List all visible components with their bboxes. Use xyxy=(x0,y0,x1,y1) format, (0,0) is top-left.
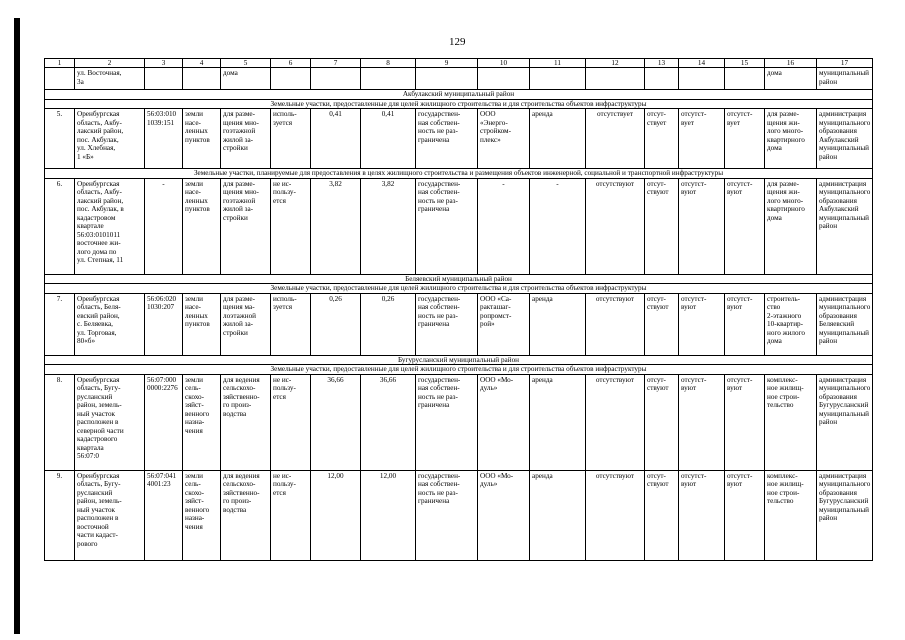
authority-cell: администрация муниципального образования Бугурусланский муниципальный район xyxy=(817,470,873,560)
table-row xyxy=(45,374,873,470)
subsection-heading: Земельные участки, планируемые для предоставления в целях жилищного строительства и размещения объектов инженерной, социальной и транспортной инфраструктуры xyxy=(45,169,873,178)
table-row xyxy=(45,470,873,560)
restriction-cell: отсутст- вует xyxy=(725,109,765,169)
ownership-cell: государствен- ная собствен- ность не раз- граничена xyxy=(416,470,478,560)
planned-use-cell: строитель- ство 2-этажного 10-квартир- ного жилого дома xyxy=(765,293,817,355)
authority-cell: муниципальный район xyxy=(817,68,873,90)
ownership-cell: государствен- ная собствен- ность не раз- граничена xyxy=(416,109,478,169)
encumbrance-cell: отсутствуют xyxy=(586,374,645,470)
page-edge-bar xyxy=(14,18,20,634)
col-num-13: 13 xyxy=(645,59,679,68)
restriction-cell: отсут- ствуют xyxy=(645,178,679,274)
area-cell: 3,82 xyxy=(361,178,416,274)
col-num-12: 12 xyxy=(586,59,645,68)
planned-use-cell: дома xyxy=(765,68,817,90)
restriction-cell: отсут- ствуют xyxy=(645,374,679,470)
restriction-cell: отсутст- вуют xyxy=(725,293,765,355)
col-num-11: 11 xyxy=(530,59,586,68)
address-cell: Оренбургская область, Бугу- русланский район, земель- ный участок расположен в восточной части кадаст- рового xyxy=(75,470,145,560)
purpose-cell: для разме- щения мно- гоэтажной жилой за- стройки xyxy=(221,178,271,274)
purpose-cell: для ведения сельскохо- зяйственно- го произ- водства xyxy=(221,470,271,560)
right-type-cell: аренда xyxy=(530,470,586,560)
col-num-17: 17 xyxy=(817,59,873,68)
table-row xyxy=(45,109,873,169)
land-category-cell: земли сель- скохо- зяйст- венного назна- чения xyxy=(183,470,221,560)
purpose-cell: для ведения сельскохо- зяйственно- го произ- водства xyxy=(221,374,271,470)
col-num-6: 6 xyxy=(271,59,311,68)
cadastral-number-cell: 56:06:020 1030:207 xyxy=(145,293,183,355)
restriction-cell: отсутст- вуют xyxy=(725,470,765,560)
area-cell: 0,41 xyxy=(361,109,416,169)
restriction-cell: отсутст- вуют xyxy=(679,293,725,355)
right-type-cell: аренда xyxy=(530,293,586,355)
ownership-cell: государствен- ная собствен- ность не раз- граничена xyxy=(416,374,478,470)
table-row xyxy=(45,293,873,355)
cadastral-number-cell: - xyxy=(145,178,183,274)
ownership-cell: государствен- ная собствен- ность не раз- граничена xyxy=(416,178,478,274)
area-cell: 12,00 xyxy=(361,470,416,560)
usage-cell: не ис- пользу- ется xyxy=(271,178,311,274)
address-cell: Оренбургская область, Бугу- русланский район, земель- ный участок расположен в северной части кадастрового квартала 56:07:0 xyxy=(75,374,145,470)
col-num-2: 2 xyxy=(75,59,145,68)
area-cell: 36,66 xyxy=(311,374,361,470)
area-cell: 36,66 xyxy=(361,374,416,470)
col-num-9: 9 xyxy=(416,59,478,68)
holder-cell: ООО «Мо- дуль» xyxy=(478,374,530,470)
purpose-cell: дома xyxy=(221,68,271,90)
section-heading-akbulak xyxy=(45,90,873,99)
planned-use-cell: для разме- щения жи- лого много- квартирного дома xyxy=(765,178,817,274)
ownership-cell: государствен- ная собствен- ность не раз- граничена xyxy=(416,293,478,355)
col-num-14: 14 xyxy=(679,59,725,68)
col-num-3: 3 xyxy=(145,59,183,68)
subsection-heading-planned xyxy=(45,169,873,178)
subsection-heading-provided xyxy=(45,284,873,293)
encumbrance-cell: отсутствуют xyxy=(586,178,645,274)
section-heading-buguruslan xyxy=(45,355,873,364)
land-category-cell: земли насе- ленных пунктов xyxy=(183,178,221,274)
area-cell: 0,41 xyxy=(311,109,361,169)
usage-cell: исполь- зуется xyxy=(271,293,311,355)
area-cell: 12,00 xyxy=(311,470,361,560)
holder-cell: ООО «Мо- дуль» xyxy=(478,470,530,560)
section-heading-belyaev xyxy=(45,274,873,283)
restriction-cell: отсут- ствует xyxy=(645,109,679,169)
restriction-cell: отсутст- вуют xyxy=(679,374,725,470)
subsection-heading-provided xyxy=(45,365,873,374)
subsection-heading-provided xyxy=(45,99,873,108)
subsection-heading: Земельные участки, предоставленные для целей жилищного строительства и для строительства объектов инфраструктуры xyxy=(45,365,873,374)
land-category-cell: земли насе- ленных пунктов xyxy=(183,293,221,355)
encumbrance-cell: отсутствуют xyxy=(586,293,645,355)
restriction-cell: отсут- ствуют xyxy=(645,293,679,355)
area-cell: 3,82 xyxy=(311,178,361,274)
table-row xyxy=(45,178,873,274)
subsection-heading: Земельные участки, предоставленные для целей жилищного строительства и для строительства объектов инфраструктуры xyxy=(45,284,873,293)
restriction-cell: отсутст- вуют xyxy=(679,470,725,560)
col-num-4: 4 xyxy=(183,59,221,68)
purpose-cell: для разме- щения ма- лоэтажной жилой за- стройки xyxy=(221,293,271,355)
usage-cell: не ис- пользу- ется xyxy=(271,470,311,560)
land-category-cell: земли насе- ленных пунктов xyxy=(183,109,221,169)
address-cell: ул. Восточная, 3а xyxy=(75,68,145,90)
row-number: 8. xyxy=(45,374,75,470)
col-num-8: 8 xyxy=(361,59,416,68)
restriction-cell: отсутст- вует xyxy=(679,109,725,169)
cadastral-number-cell: 56:07:000 0000:2276 xyxy=(145,374,183,470)
table-row-continued xyxy=(45,68,873,90)
restriction-cell: отсутст- вуют xyxy=(725,178,765,274)
purpose-cell: для разме- щения мно- гоэтажной жилой за- стройки xyxy=(221,109,271,169)
row-number: 9. xyxy=(45,470,75,560)
col-num-10: 10 xyxy=(478,59,530,68)
restriction-cell: отсутст- вуют xyxy=(725,374,765,470)
land-category-cell: земли сель- скохо- зяйст- венного назна- чения xyxy=(183,374,221,470)
right-type-cell: аренда xyxy=(530,109,586,169)
right-type-cell: аренда xyxy=(530,374,586,470)
cadastral-number-cell: 56:03:010 1039:151 xyxy=(145,109,183,169)
planned-use-cell: комплекс- ное жилищ- ное строи- тельство xyxy=(765,374,817,470)
row-number: 7. xyxy=(45,293,75,355)
section-heading: Акбулакский муниципальный район xyxy=(45,90,873,99)
planned-use-cell: для разме- щения жи- лого много- квартирного дома xyxy=(765,109,817,169)
address-cell: Оренбургская область, Акбу- лакский район, пос. Акбулак, в кадастровом квартале 56:03:0101011 восточнее жи- лого дома по ул. Степная, 11 xyxy=(75,178,145,274)
column-number-row xyxy=(45,59,873,68)
area-cell: 0,26 xyxy=(361,293,416,355)
authority-cell: администрация муниципального образования Бугурусланский муниципальный район xyxy=(817,374,873,470)
subsection-heading: Земельные участки, предоставленные для целей жилищного строительства и для строительства объектов инфраструктуры xyxy=(45,99,873,108)
col-num-5: 5 xyxy=(221,59,271,68)
address-cell: Оренбургская область, Акбу- лакский район, пос. Акбулак, ул. Хлебная, 1 «Б» xyxy=(75,109,145,169)
holder-cell: - xyxy=(478,178,530,274)
restriction-cell: отсутст- вуют xyxy=(679,178,725,274)
page-number: 129 xyxy=(449,36,466,48)
holder-cell: ООО «Энерго- стройком- плекс» xyxy=(478,109,530,169)
section-heading: Бугурусланский муниципальный район xyxy=(45,355,873,364)
section-heading: Беляевский муниципальный район xyxy=(45,274,873,283)
authority-cell: администрация муниципального образования Акбулакский муниципальный район xyxy=(817,178,873,274)
authority-cell: администрация муниципального образования Акбулакский муниципальный район xyxy=(817,109,873,169)
address-cell: Оренбургская область, Беля- евский район, с. Беляевка, ул. Торговая, 80«б» xyxy=(75,293,145,355)
planned-use-cell: комплекс- ное жилищ- ное строи- тельство xyxy=(765,470,817,560)
holder-cell: ООО «Са- ракташаг- ропромст- рой» xyxy=(478,293,530,355)
encumbrance-cell: отсутствует xyxy=(586,109,645,169)
col-num-15: 15 xyxy=(725,59,765,68)
col-num-1: 1 xyxy=(45,59,75,68)
land-plots-table xyxy=(44,58,873,561)
cadastral-number-cell: 56:07:041 4001:23 xyxy=(145,470,183,560)
row-number: 6. xyxy=(45,178,75,274)
restriction-cell: отсут- ствуют xyxy=(645,470,679,560)
col-num-16: 16 xyxy=(765,59,817,68)
col-num-7: 7 xyxy=(311,59,361,68)
right-type-cell: - xyxy=(530,178,586,274)
usage-cell: исполь- зуется xyxy=(271,109,311,169)
encumbrance-cell: отсутствуют xyxy=(586,470,645,560)
area-cell: 0,26 xyxy=(311,293,361,355)
row-number: 5. xyxy=(45,109,75,169)
usage-cell: не ис- пользу- ется xyxy=(271,374,311,470)
authority-cell: администрация муниципального образования Беляевский муниципальный район xyxy=(817,293,873,355)
